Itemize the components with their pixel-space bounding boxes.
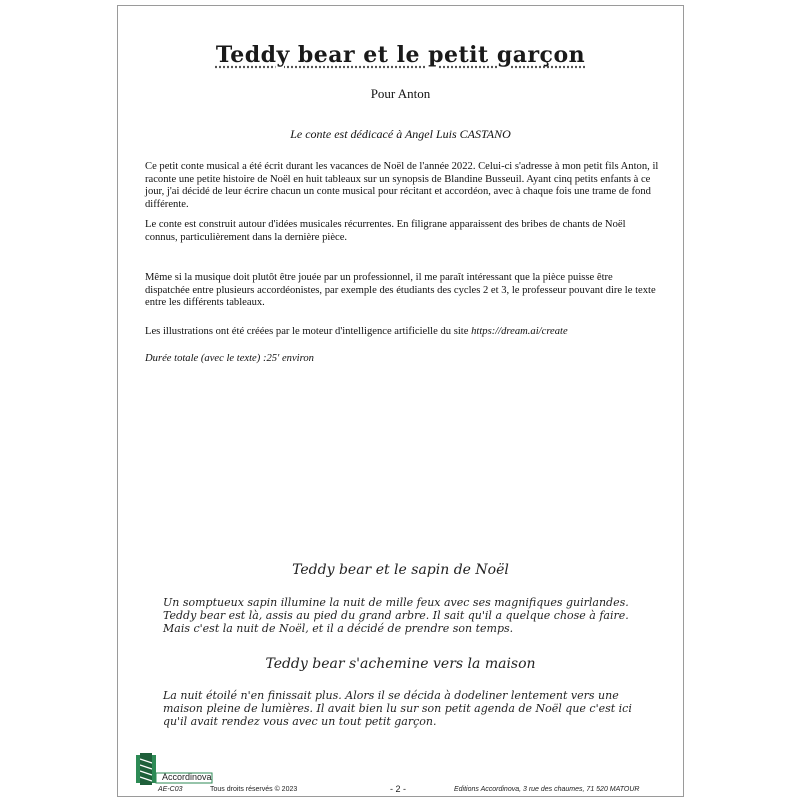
illustrations-paragraph: [145, 326, 660, 339]
footer-code: AE-C03: [158, 786, 183, 793]
page-number: - 2 -: [390, 784, 407, 794]
section-text-maison: La nuit étoilé n'en finissait plus. Alors il se décida à dodeliner lentement vers une maison pleine de lumières. Il avait bien lu sur son petit agenda de Noël que c'est ici qu'il avait rendez vous avec un tout petit garçon.: [163, 689, 632, 728]
section-title-sapin: Teddy bear et le sapin de Noël: [292, 562, 509, 578]
document-subtitle: Pour Anton: [370, 86, 431, 101]
logo-text: Accordinova: [162, 772, 212, 782]
accordion-logo-icon: [134, 751, 214, 789]
duration-note: Durée totale (avec le texte) :25' environ: [145, 353, 314, 364]
footer-address: Editions Accordinova, 3 rue des chaumes, 71 520 MATOUR: [454, 786, 640, 793]
performance-paragraph: Même si la musique doit plutôt être jouée par un professionnel, il me paraît intéressant que la pièce puisse être dispatchée entre plusieurs accordéonistes, par exemple des étudiants des cycles 2 et 3, le professeur pouvant dire le texte entre les différents tableaux.: [145, 272, 656, 309]
document-page: [117, 5, 684, 797]
section-text-sapin: Un somptueux sapin illumine la nuit de mille feux avec ses magnifiques guirlandes. Teddy bear est là, assis au pied du grand arbre. Il sait qu'il a quelque chose à faire. Mais c'est la nuit de Noël, et il a décidé de prendre son temps.: [163, 596, 629, 635]
footer-rights: Tous droits réservés © 2023: [210, 786, 298, 793]
illustrations-url[interactable]: https://dream.ai/create: [471, 326, 568, 337]
dedication: Le conte est dédicacé à Angel Luis CASTANO: [290, 127, 511, 141]
intro-paragraph: Ce petit conte musical a été écrit durant les vacances de Noël de l'année 2022. Celui-ci s'adresse à mon petit fils Anton, il raconte une petite histoire de Noël en huit tableaux sur un synopsis de Blandine Busseuil. Ayant cinq petits enfants à ce jour, j'ai décidé de leur écrire chacun un conte musical pour récitant et accordéon, avec à chaque fois une trame de fond différente.: [145, 161, 659, 210]
structure-paragraph: Le conte est construit autour d'idées musicales récurrentes. En filigrane apparaissent des bribes de chants de Noël connus, particulièrement dans la dernière pièce.: [145, 219, 626, 243]
section-title-maison: Teddy bear s'achemine vers la maison: [265, 656, 536, 672]
document-title: Teddy bear et le petit garçon: [215, 42, 586, 68]
illustrations-text: Les illustrations ont été créées par le moteur d'intelligence artificielle du site: [145, 326, 469, 337]
